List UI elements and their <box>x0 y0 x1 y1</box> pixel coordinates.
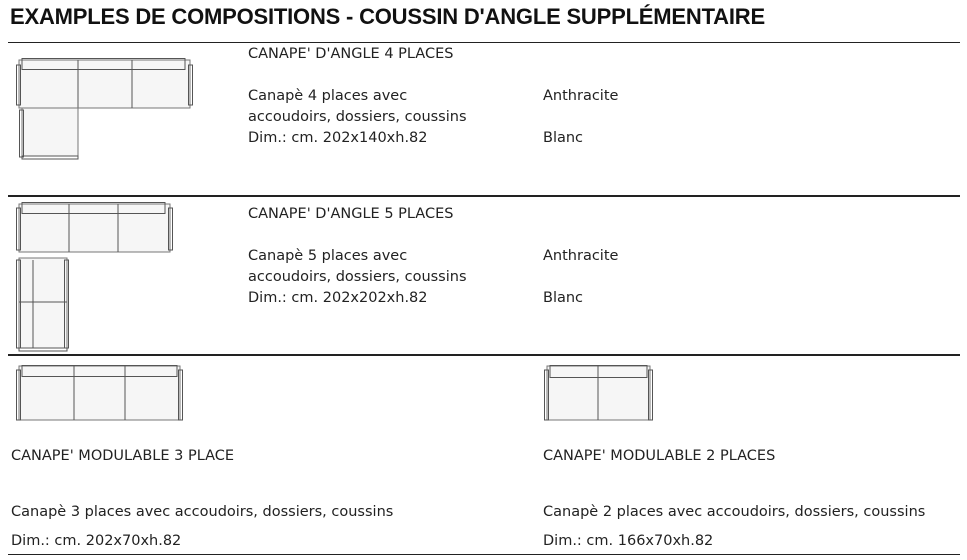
module-3-dimensions: Dim.: cm. 202x70xh.82 <box>11 533 182 549</box>
section-1-desc-line-2: accoudoirs, dossiers, coussins <box>248 109 467 125</box>
module-2-description: Canapè 2 places avec accoudoirs, dossiers, coussins <box>543 504 926 520</box>
section-1-desc-line-1: Canapè 4 places avec <box>248 88 408 104</box>
module-2-dimensions: Dim.: cm. 166x70xh.82 <box>543 533 714 549</box>
section-1-dimensions: Dim.: cm. 202x140xh.82 <box>248 130 428 146</box>
module-2-title: CANAPE' MODULABLE 2 PLACES <box>543 448 776 464</box>
module-3-description: Canapè 3 places avec accoudoirs, dossiers, coussins <box>11 504 394 520</box>
section-2-color-anthracite: Anthracite <box>543 248 619 264</box>
divider-middle <box>8 195 960 197</box>
modular-sofa-2-seat-icon <box>544 364 656 424</box>
section-2-title: CANAPE' D'ANGLE 5 PLACES <box>248 206 454 222</box>
corner-sofa-4-seat-icon <box>16 56 196 160</box>
section-2-desc-line-1: Canapè 5 places avec <box>248 248 408 264</box>
divider-top <box>8 42 960 43</box>
page-title: EXAMPLES DE COMPOSITIONS - COUSSIN D'ANGLE SUPPLÉMENTAIRE <box>10 4 765 29</box>
section-2-desc-line-2: accoudoirs, dossiers, coussins <box>248 269 467 285</box>
modular-sofa-3-seat-icon <box>16 364 186 424</box>
divider-bottom <box>8 354 960 356</box>
section-1-color-anthracite: Anthracite <box>543 88 619 104</box>
section-1-title: CANAPE' D'ANGLE 4 PLACES <box>248 46 454 62</box>
divider-footer <box>8 554 960 555</box>
corner-sofa-5-seat-icon <box>16 200 176 354</box>
section-2-color-blanc: Blanc <box>543 290 584 306</box>
section-2-dimensions: Dim.: cm. 202x202xh.82 <box>248 290 428 306</box>
module-3-title: CANAPE' MODULABLE 3 PLACE <box>11 448 235 464</box>
section-1-color-blanc: Blanc <box>543 130 584 146</box>
